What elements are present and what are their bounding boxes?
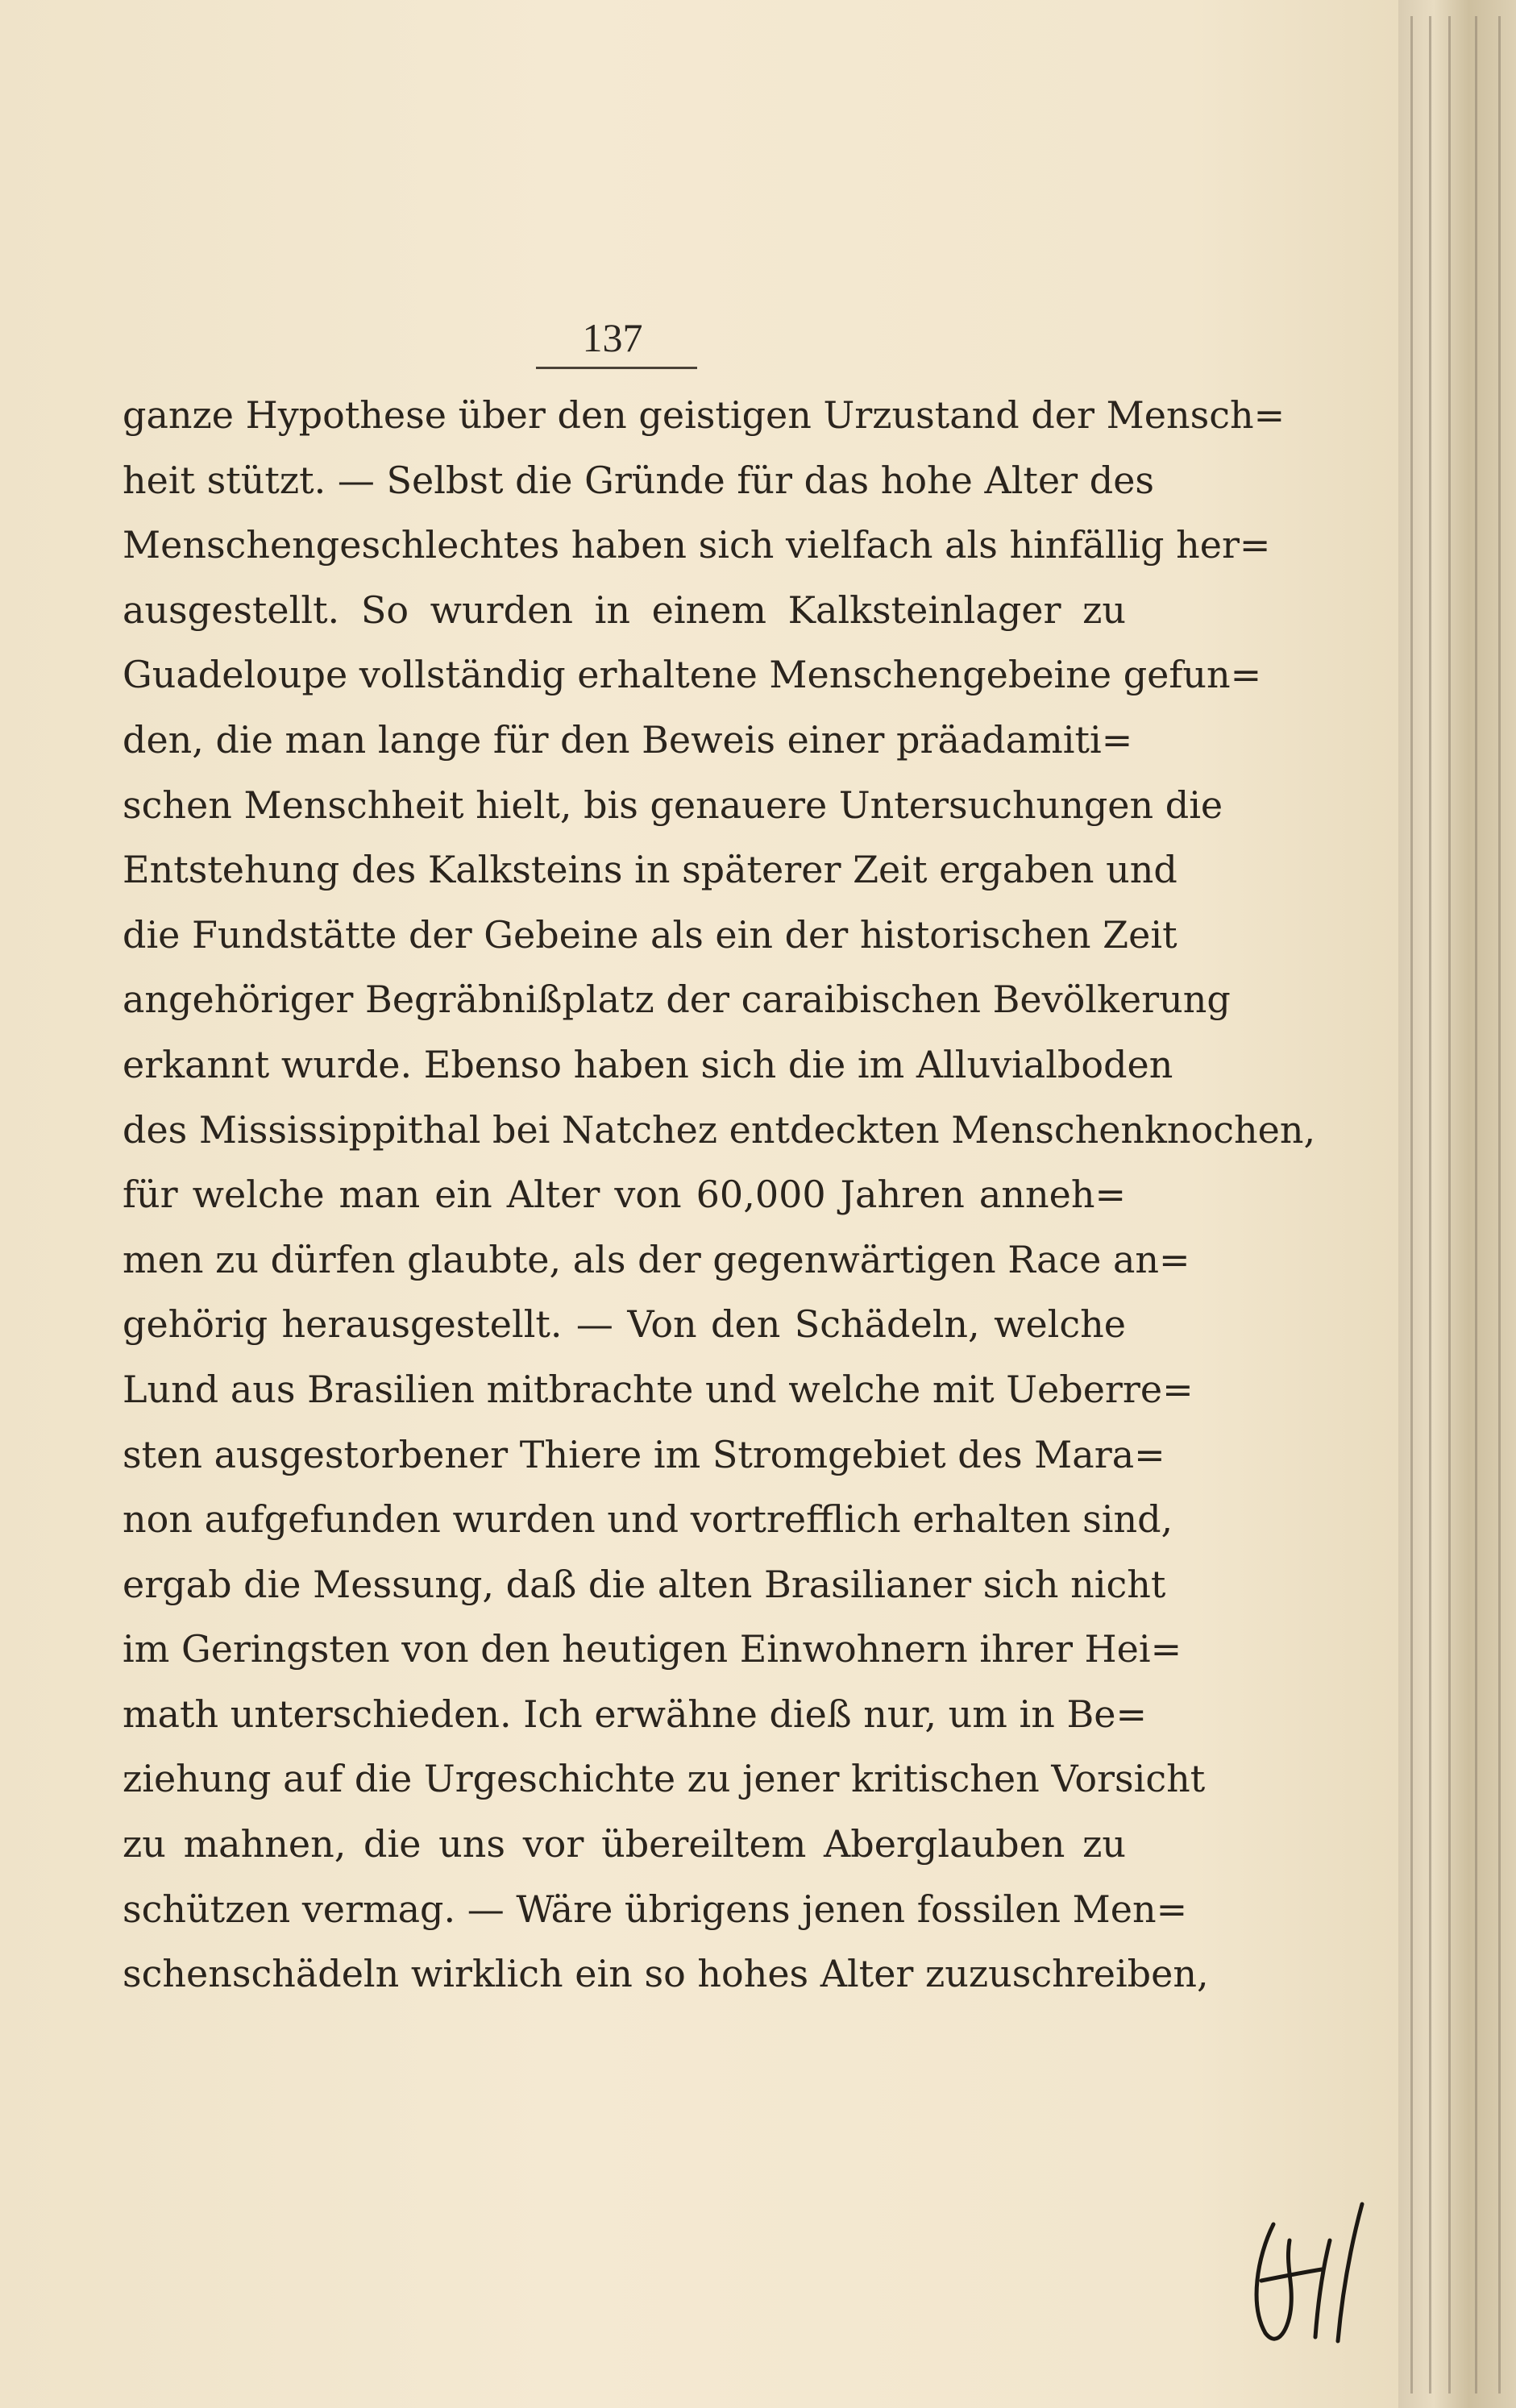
body-text xyxy=(123,383,1316,2007)
text-line: des Mississippithal bei Natchez entdeckten Menschenknochen, xyxy=(123,1107,1316,1152)
text-line: erkannt wurde. Ebenso haben sich die im Alluvialboden xyxy=(123,1042,1173,1086)
edge-line xyxy=(1498,16,1501,2393)
header-rule xyxy=(536,367,697,369)
text-line: schützen vermag. — Wäre übrigens jenen fossilen Men= xyxy=(123,1887,1188,1931)
handwritten-mark xyxy=(1241,2192,1378,2353)
text-line: sten ausgestorbener Thiere im Stromgebiet des Mara= xyxy=(123,1432,1165,1476)
edge-line xyxy=(1448,16,1451,2393)
text-line: im Geringsten von den heutigen Einwohnern ihrer Hei= xyxy=(123,1627,1182,1671)
text-line: Lund aus Brasilien mitbrachte und welche mit Ueberre= xyxy=(123,1367,1194,1411)
text-line: Entstehung des Kalksteins in späterer Zeit ergaben und xyxy=(123,848,1177,892)
text-line: angehöriger Begräbnißplatz der caraibischen Bevölkerung xyxy=(123,978,1231,1022)
text-line: Menschengeschlechtes haben sich vielfach als hinfällig her= xyxy=(123,523,1271,567)
text-line: schen Menschheit hielt, bis genauere Untersuchungen die xyxy=(123,783,1223,827)
text-line: den, die man lange für den Beweis einer präadamiti= xyxy=(123,717,1133,762)
text-line: schenschädeln wirklich ein so hohes Alter zuzuschreiben, xyxy=(123,1952,1209,1996)
edge-line xyxy=(1410,16,1413,2393)
text-line: zu mahnen, die uns vor übereiltem Aberglauben zu xyxy=(123,1822,1126,1866)
text-line: ergab die Messung, daß die alten Brasilianer sich nicht xyxy=(123,1562,1166,1606)
text-line: die Fundstätte der Gebeine als ein der historischen Zeit xyxy=(123,912,1177,957)
text-line: ausgestellt. So wurden in einem Kalksteinlager zu xyxy=(123,587,1126,632)
page-stack-edge xyxy=(1398,0,1516,2408)
text-line: Guadeloupe vollständig erhaltene Menschengebeine gefun= xyxy=(123,653,1262,697)
text-line: ganze Hypothese über den geistigen Urzustand der Mensch= xyxy=(123,393,1285,437)
page-number: 137 xyxy=(582,315,643,360)
text-line: math unterschieden. Ich erwähne dieß nur, um in Be= xyxy=(123,1692,1148,1736)
text-line: für welche man ein Alter von 60,000 Jahren anneh= xyxy=(123,1173,1126,1217)
text-line: heit stützt. — Selbst die Gründe für das hohe Alter des xyxy=(123,458,1155,502)
text-line: non aufgefunden wurden und vortrefflich erhalten sind, xyxy=(123,1497,1173,1542)
text-line: gehörig herausgestellt. — Von den Schädeln, welche xyxy=(123,1302,1126,1347)
edge-line xyxy=(1475,16,1477,2393)
text-line: men zu dürfen glaubte, als der gegenwärtigen Race an= xyxy=(123,1237,1190,1281)
text-line: ziehung auf die Urgeschichte zu jener kritischen Vorsicht xyxy=(123,1757,1206,1801)
edge-line xyxy=(1429,16,1431,2393)
